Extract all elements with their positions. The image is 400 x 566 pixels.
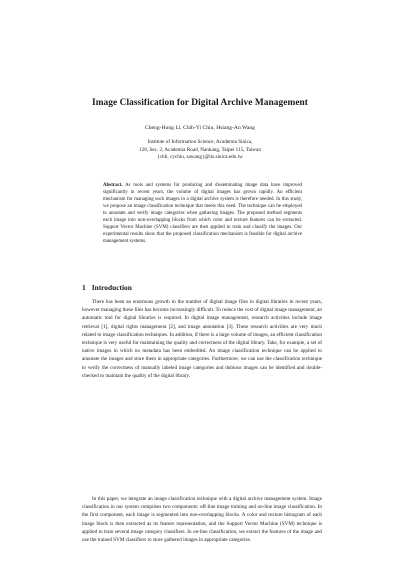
introduction-paragraph-1 bbox=[82, 298, 322, 380]
paper-title: Image Classification for Digital Archive Management bbox=[92, 98, 308, 108]
section-number: 1 bbox=[82, 283, 86, 292]
affiliation-line-institute: Institute of Information Science, Academia Sinica, bbox=[147, 139, 253, 145]
abstract bbox=[103, 182, 302, 245]
section-heading-introduction bbox=[82, 283, 132, 292]
abstract-text: As tools and systems for producing and disseminating image data have improved significantly in recent years, the volume of digital images has grown rapidly. An efficient mechanism for managing such images in a digital archive system is therefore needed. In this study, we propose an image classification technique that meets this need. The technique can be employed to annotate and verify image categories when gathering images. The proposed method segments each image into non-overlapping blocks from which color and texture features can be extracted. Support Vector Machine (SVM) classifiers are then applied to train and classify the images. Our experimental results show that the proposed classification mechanism is feasible for digital archive management systems. bbox=[103, 183, 302, 245]
paragraph-text: In this paper, we integrate an image classification technique with a digital archive management system. Image classification in our system comprises two components: off-line image training and on-line image classification. In the first component, each image is segmented into non-overlapping blocks. A color and texture histogram of each image block is then extracted as its feature representation, and the Support Vector Machine (SVM) technique is applied to train several image category classifiers. In on-line classification, we extract the features of the image and use the trained SVM classifiers to store gathered images in appropriate categories. bbox=[82, 496, 322, 544]
paper-authors: Cheng-Hung Li, Chih-Yi Chiu, Hsiang-An Wang bbox=[145, 125, 255, 131]
abstract-label: Abstract. bbox=[103, 183, 123, 188]
author-affiliation bbox=[0, 139, 400, 162]
section-title: Introduction bbox=[91, 283, 132, 292]
affiliation-line-emails: {chli, cychiu, sawang}@iis.sinica.edu.tw bbox=[157, 154, 243, 161]
paragraph-text: There has been an enormous growth in the number of digital image files in digital libraries in recent years, however managing these files has become increasingly difficult. To reduce the cost of digital image management, an automatic tool for digital libraries is required. In digital image management, research activities include image retrieval [1], digital rights management [2], and image annotation [3]. These research activities are very much related to image classification techniques. In addition, if there is a large volume of images, an efficient classification technique is very useful for maintaining the quality and correctness of the digital library. Take, for example, a set of native images in which no metadata has been embedded. An image classification technique can be applied to annotate the images and store them in appropriate categories. Furthermore, we can use the classification technique to verify the correctness of manually labeled image categories and dubious images can be identified and double-checked to maintain the quality of the digital library. bbox=[82, 299, 322, 379]
affiliation-line-address: 128, Sec. 2, Academia Road, Nankang, Taipei 115, Taiwan bbox=[139, 146, 261, 153]
introduction-paragraph-2 bbox=[82, 495, 322, 544]
